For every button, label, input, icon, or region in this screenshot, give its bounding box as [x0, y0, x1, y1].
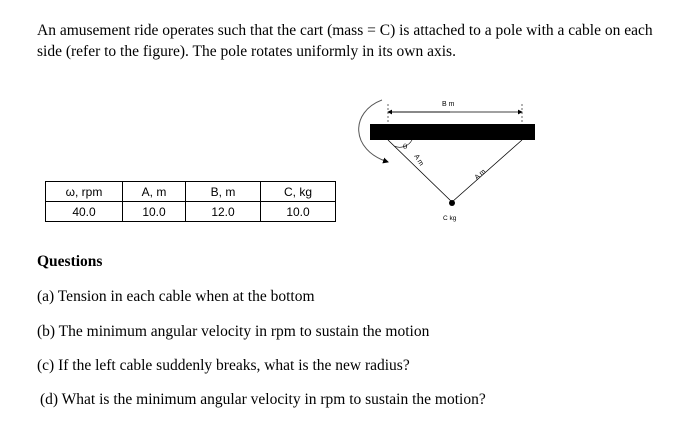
- cart-mass: [449, 200, 455, 206]
- questions-heading: Questions: [37, 253, 103, 270]
- parameters-table: [45, 181, 336, 222]
- value-omega: 40.0: [46, 202, 123, 222]
- ride-figure: [350, 92, 550, 237]
- problem-statement: An amusement ride operates such that the cart (mass = C) is attached to a pole with a cable on each side (refer to the figure). The pole rotates uniformly in its own axis.: [37, 22, 653, 60]
- a-right-label: A m: [473, 168, 488, 182]
- table-header-row: [46, 182, 336, 202]
- value-b: 12.0: [186, 202, 261, 222]
- table-row: [46, 202, 336, 222]
- question-a: (a) Tension in each cable when at the bottom: [37, 288, 315, 305]
- header-a: A, m: [123, 182, 186, 202]
- theta-label: θ: [403, 143, 408, 151]
- header-b: B, m: [186, 182, 261, 202]
- c-label: C kg: [443, 215, 457, 222]
- left-cable: [388, 140, 452, 202]
- header-c: C, kg: [261, 182, 336, 202]
- question-b: (b) The minimum angular velocity in rpm to sustain the motion: [37, 323, 430, 340]
- b-label: B m: [442, 101, 455, 108]
- value-a: 10.0: [123, 202, 186, 222]
- question-d: (d) What is the minimum angular velocity in rpm to sustain the motion?: [40, 391, 486, 408]
- value-c: 10.0: [261, 202, 336, 222]
- header-omega: ω, rpm: [46, 182, 123, 202]
- question-c: (c) If the left cable suddenly breaks, what is the new radius?: [37, 357, 410, 374]
- a-left-label: A m: [412, 153, 425, 168]
- pole-bar: [370, 124, 535, 140]
- right-cable: [452, 140, 522, 202]
